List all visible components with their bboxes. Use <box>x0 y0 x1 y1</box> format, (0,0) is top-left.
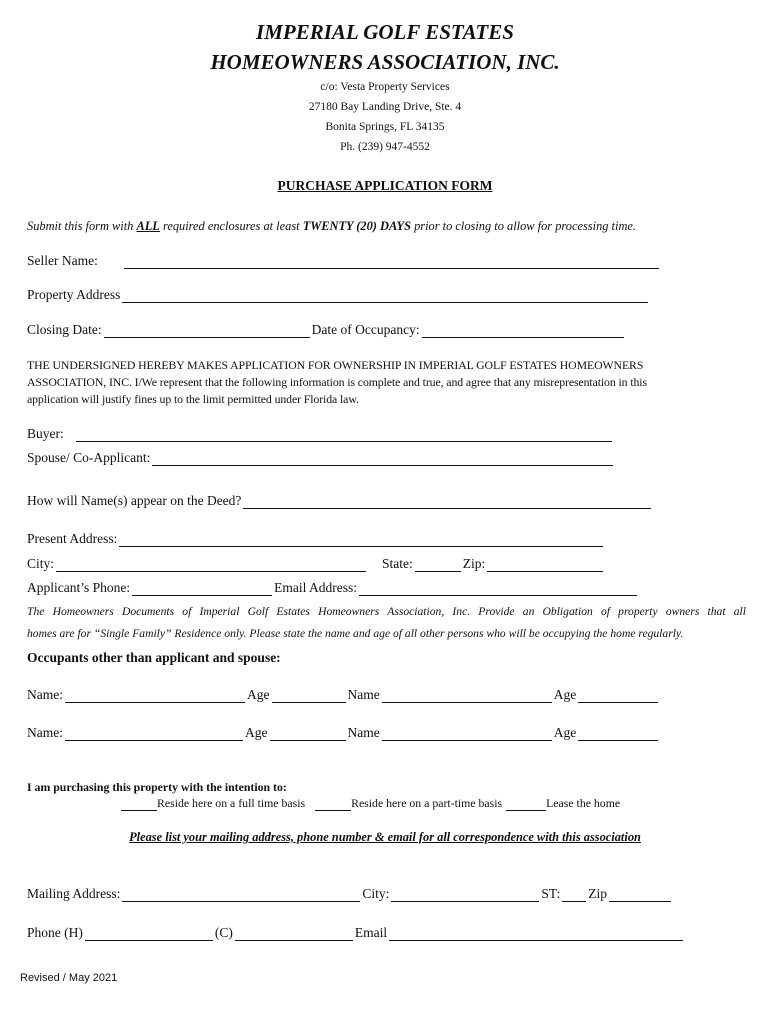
present-address-label: Present Address: <box>27 531 118 546</box>
mailing-st-label: ST: <box>541 886 561 901</box>
occupant-name-label: Name <box>347 725 380 740</box>
occupant-age-label: Age <box>553 725 577 740</box>
city-state-zip-row <box>27 556 605 572</box>
occupant-age-field[interactable] <box>270 728 346 741</box>
occupant-name-label: Name: <box>27 725 63 740</box>
city-label: City: <box>27 556 55 571</box>
phone-cell-label: (C) <box>214 925 233 940</box>
deed-row <box>27 493 653 509</box>
closing-date-row <box>27 322 626 338</box>
email-address-field[interactable] <box>359 583 637 596</box>
intention-heading: I am purchasing this property with the intention to: <box>27 780 287 794</box>
form-title: PURCHASE APPLICATION FORM <box>277 178 493 193</box>
part-time-checkline[interactable] <box>315 800 351 811</box>
zip-field[interactable] <box>487 559 603 572</box>
full-time-option-label: Reside here on a full time basis <box>157 796 306 810</box>
seller-name-field[interactable] <box>124 256 659 269</box>
mailing-address-label: Mailing Address: <box>27 886 121 901</box>
present-address-field[interactable] <box>119 534 603 547</box>
state-field[interactable] <box>415 559 461 572</box>
buyer-row <box>27 426 614 442</box>
declaration-line-2: ASSOCIATION, INC. I/We represent that the following information is complete and true, and agree that any misrepresentation in this <box>27 375 647 389</box>
occupant-row-1 <box>27 687 660 703</box>
buyer-field[interactable] <box>76 429 612 442</box>
occupant-age-label: Age <box>245 725 268 740</box>
mailing-city-label: City: <box>362 886 390 901</box>
lease-checkline[interactable] <box>506 800 546 811</box>
spouse-row <box>27 450 615 466</box>
association-title-line2: HOMEOWNERS ASSOCIATION, INC. <box>210 50 560 74</box>
instructions: Submit this form with ALL required enclosures at least TWENTY (20) DAYS prior to closing to allow for processing time. <box>27 219 636 233</box>
declaration-line-3: application will justify fines up to the limit permitted under Florida law. <box>27 392 359 406</box>
phone-home-label: Phone (H) <box>27 925 83 940</box>
mailing-zip-label: Zip <box>588 886 607 901</box>
property-address-field[interactable] <box>122 290 648 303</box>
contact-email-label: Email <box>354 925 388 940</box>
deed-label: How will Name(s) appear on the Deed? <box>27 493 242 508</box>
declaration-paragraph <box>27 357 747 408</box>
occupants-heading: Occupants other than applicant and spouse: <box>27 650 281 665</box>
mailing-zip-field[interactable] <box>609 889 671 902</box>
seller-name-label: Seller Name: <box>27 253 98 268</box>
lease-option-label: Lease the home <box>546 796 621 810</box>
applicant-phone-label: Applicant’s Phone: <box>27 580 131 595</box>
state-label: State: <box>382 556 413 571</box>
mailing-city-field[interactable] <box>391 889 539 902</box>
spouse-label: Spouse/ Co-Applicant: <box>27 450 151 465</box>
mailing-st-field[interactable] <box>562 889 586 902</box>
part-time-option-label: Reside here on a part-time basis <box>351 796 503 810</box>
documents-note-line-1: The Homeowners Documents of Imperial Golf Estates Homeowners Association, Inc. Provide an Obligation of property owners that all <box>27 605 746 618</box>
applicant-phone-field[interactable] <box>132 583 272 596</box>
email-address-label: Email Address: <box>274 580 357 595</box>
occupant-age-field[interactable] <box>272 690 346 703</box>
mailing-address-row <box>27 886 673 902</box>
declaration-line-1: THE UNDERSIGNED HEREBY MAKES APPLICATION FOR OWNERSHIP IN IMPERIAL GOLF ESTATES HOMEOWNERS <box>27 358 644 372</box>
date-of-occupancy-field[interactable] <box>422 325 624 338</box>
full-time-checkline[interactable] <box>121 800 157 811</box>
deed-name-field[interactable] <box>243 496 651 509</box>
occupant-age-label: Age <box>247 687 270 702</box>
mailing-address-field[interactable] <box>122 889 360 902</box>
occupant-row-2 <box>27 725 660 741</box>
city-state-zip: Bonita Springs, FL 34135 <box>325 121 445 133</box>
association-title-line1: IMPERIAL GOLF ESTATES <box>256 20 514 44</box>
occupant-name-label: Name: <box>27 687 63 702</box>
occupant-name-label: Name <box>347 687 380 702</box>
occupant-name-field[interactable] <box>65 728 243 741</box>
city-field[interactable] <box>56 559 366 572</box>
phone-cell-field[interactable] <box>235 928 353 941</box>
date-of-occupancy-label: Date of Occupancy: <box>311 322 420 337</box>
seller-name-row <box>27 253 661 269</box>
occupant-age-field[interactable] <box>578 728 658 741</box>
documents-note-line-2: homes are for “Single Family” Residence only. Please state the name and age of all other persons who will be occupying the home regularly. <box>27 627 684 640</box>
buyer-label: Buyer: <box>27 426 64 441</box>
property-address-label: Property Address <box>27 287 121 302</box>
street-address: 27180 Bay Landing Drive, Ste. 4 <box>308 101 462 113</box>
occupant-age-label: Age <box>553 687 577 702</box>
spouse-field[interactable] <box>152 453 613 466</box>
phone-home-field[interactable] <box>85 928 213 941</box>
revision-footer: Revised / May 2021 <box>20 972 118 984</box>
occupant-name-field[interactable] <box>382 690 552 703</box>
closing-date-label: Closing Date: <box>27 322 102 337</box>
contact-email-field[interactable] <box>389 928 683 941</box>
present-address-row <box>27 531 605 547</box>
occupant-age-field[interactable] <box>578 690 658 703</box>
care-of-line: c/o: Vesta Property Services <box>320 81 450 93</box>
occupant-name-field[interactable] <box>65 690 245 703</box>
office-phone: Ph. (239) 947-4552 <box>340 141 430 153</box>
contact-phone-row <box>27 925 685 941</box>
mailing-note: Please list your mailing address, phone number & email for all correspondence with this association <box>129 830 641 844</box>
zip-label: Zip: <box>462 556 486 571</box>
property-address-row <box>27 287 650 303</box>
occupant-name-field[interactable] <box>382 728 552 741</box>
phone-email-row <box>27 580 639 596</box>
closing-date-field[interactable] <box>104 325 310 338</box>
intention-options <box>121 796 620 811</box>
